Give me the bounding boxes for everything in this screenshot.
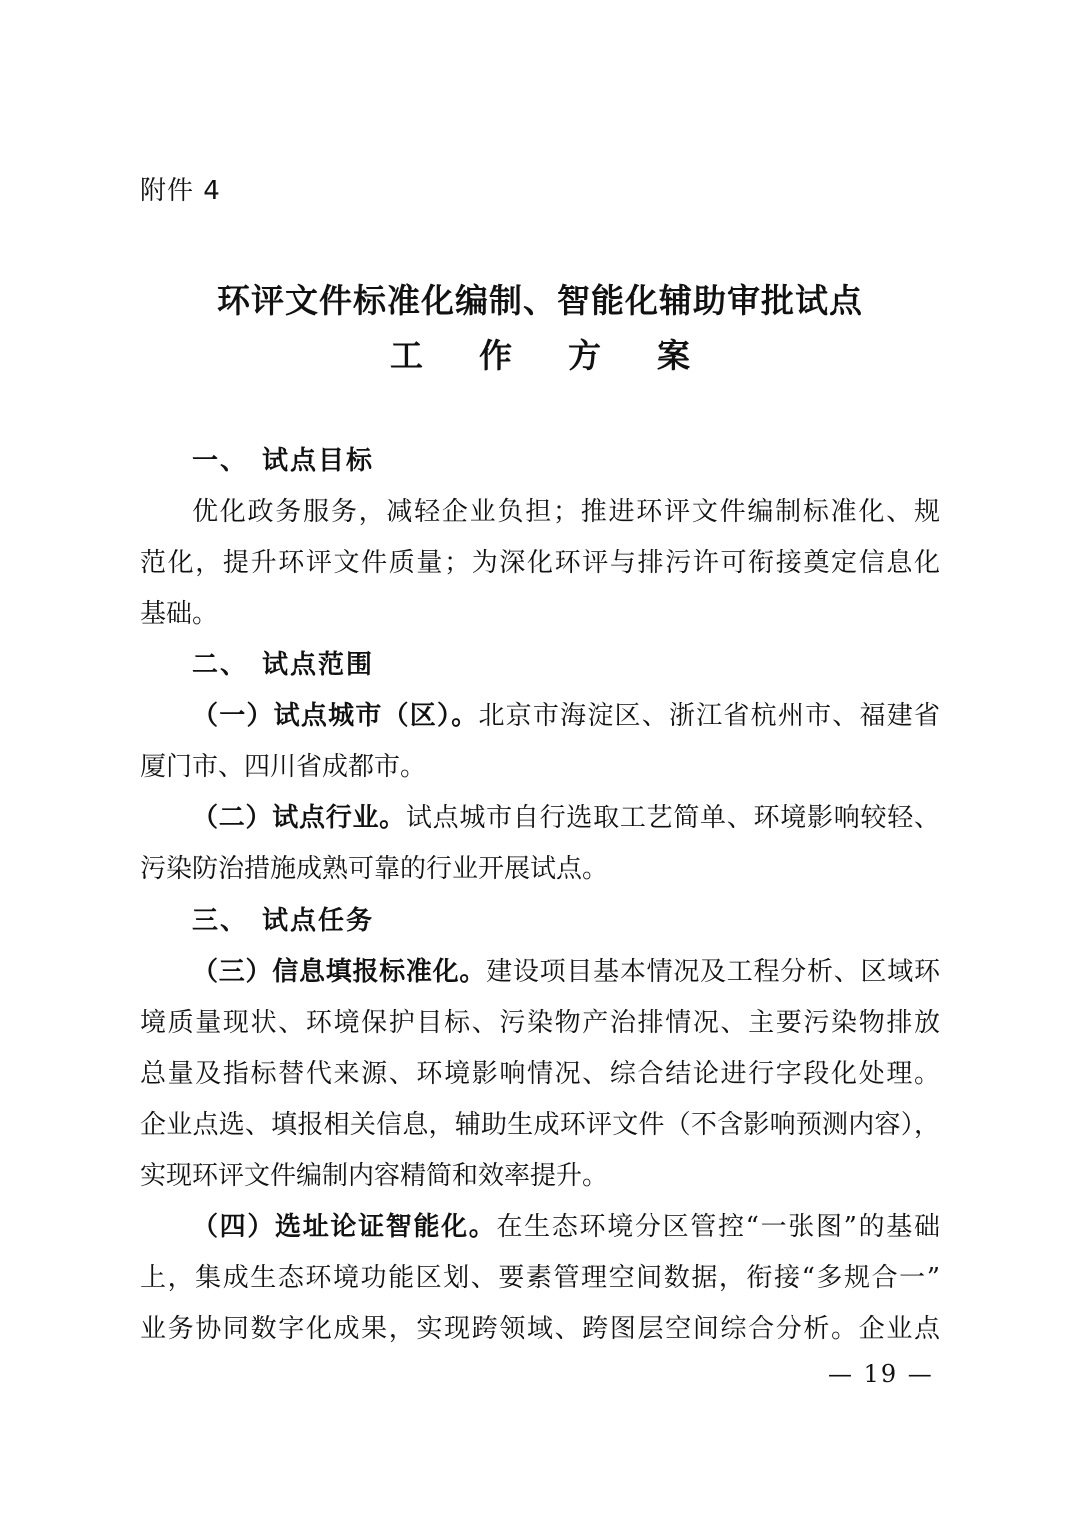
section-title: 试点范围 xyxy=(262,650,375,680)
section-number: 二、 xyxy=(192,650,249,680)
paragraph-line: 境质量现状、环境保护目标、污染物产治排情况、主要污染物排放 xyxy=(140,1008,940,1038)
section-number: 三、 xyxy=(192,906,249,936)
section-title: 试点任务 xyxy=(262,906,375,936)
paragraph-text: 在生态环境分区管控“一张图”的基础 xyxy=(496,1212,940,1242)
section-heading-2 xyxy=(192,647,940,683)
paragraph-text: 试点城市自行选取工艺简单、环境影响较轻、 xyxy=(405,803,940,833)
paragraph-line: 污染防治措施成熟可靠的行业开展试点。 xyxy=(140,854,609,884)
paragraph-line: 实现环评文件编制内容精简和效率提升。 xyxy=(140,1161,609,1191)
paragraph-text: 建设项目基本情况及工程分析、区域环 xyxy=(486,957,940,987)
paragraph-line: 上，集成生态环境功能区划、要素管理空间数据，衔接“多规合一” xyxy=(140,1263,940,1293)
paragraph-line xyxy=(192,1209,940,1245)
page-number: — 19 — xyxy=(828,1360,934,1388)
subsection-label: （三）信息填报标准化。 xyxy=(192,957,487,987)
document-title-line2: 工作方案 xyxy=(390,336,746,375)
subsection-label: （一）试点城市（区）。 xyxy=(192,701,479,731)
paragraph-line: 业务协同数字化成果，实现跨领域、跨图层空间综合分析。企业点 xyxy=(140,1314,940,1344)
subsection-label: （四）选址论证智能化。 xyxy=(192,1212,497,1242)
subsection-label: （二）试点行业。 xyxy=(192,803,406,833)
paragraph-line: 范化，提升环评文件质量；为深化环评与排污许可衔接奠定信息化 xyxy=(140,548,940,578)
paragraph-line xyxy=(192,800,940,836)
paragraph-line: 总量及指标替代来源、环境影响情况、综合结论进行字段化处理。 xyxy=(140,1059,940,1089)
paragraph-line xyxy=(192,954,940,990)
paragraph-line xyxy=(192,698,940,734)
attachment-label: 附件 4 xyxy=(140,176,221,206)
paragraph-line: 厦门市、四川省成都市。 xyxy=(140,752,427,782)
document-title-line1: 环评文件标准化编制、智能化辅助审批试点 xyxy=(217,281,863,320)
paragraph-line: 基础。 xyxy=(140,599,219,629)
section-title: 试点目标 xyxy=(262,446,375,476)
paragraph-line: 企业点选、填报相关信息，辅助生成环评文件（不含影响预测内容）， xyxy=(140,1110,940,1140)
paragraph-line: 优化政务服务，减轻企业负担；推进环评文件编制标准化、规 xyxy=(192,497,940,527)
paragraph-text: 北京市海淀区、浙江省杭州市、福建省 xyxy=(478,701,940,731)
section-heading-1 xyxy=(192,443,940,479)
section-number: 一、 xyxy=(192,446,249,476)
section-heading-3 xyxy=(192,903,940,939)
